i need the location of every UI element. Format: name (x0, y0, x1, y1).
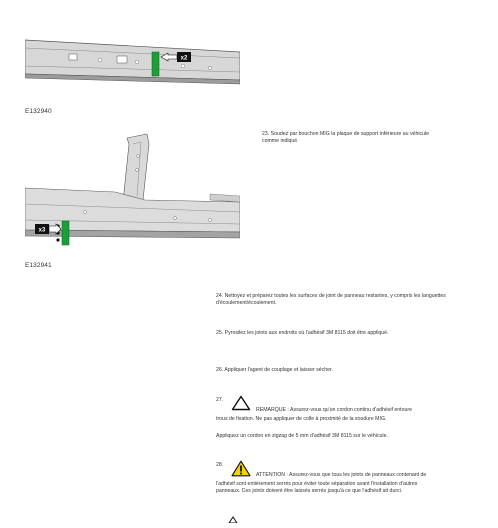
step-23-number: 23. (262, 131, 270, 137)
note-triangle-icon (231, 395, 251, 411)
callout-x3-label: x3 (38, 227, 46, 234)
pillar-sill-drawing (25, 130, 240, 258)
step-25-text: Pyrosilez les joints aux endroits où l'adhésif 3M 8115 doit être appliqué. (224, 330, 389, 336)
step-28-caution-line1: ATTENTION : Assurez-vous que tous les joints de panneaux contenant de (256, 472, 427, 478)
step-28-caution-line3: panneaux. Ces joints doivent être laissés serrés jusqu'à ce que l'adhésif ait durci. (216, 488, 403, 494)
step-26-text: Appliquer l'agent de couplage et laisser sécher. (224, 367, 333, 373)
step-23-text-cont: comme indiqué. (262, 138, 299, 145)
weld-plate-highlight-2 (62, 221, 69, 245)
step-25 (216, 330, 486, 337)
rocker-panel-drawing (25, 22, 240, 110)
step-28-number: 28. (216, 462, 224, 468)
step-23-text: Soudez par bouchon MIG la plaque de support inférieure au véhicule (270, 131, 429, 137)
step-24-text-cont: d'écoulement/écoulement. (216, 300, 277, 307)
callout-x3 (35, 224, 61, 234)
partial-note-icon (228, 510, 238, 517)
figure-e132941 (25, 130, 240, 258)
figure-e132940 (25, 22, 240, 110)
step-24 (216, 293, 486, 307)
step-28-caution-line2: l'adhésif sont entièrement serrés pour éviter toute séparation avant l'installation d'autres (216, 481, 418, 487)
step-25-number: 25. (216, 330, 224, 336)
step-26-number: 26. (216, 367, 224, 373)
callout-x2-label: x2 (180, 55, 188, 62)
figure-caption-2: E132941 (25, 262, 52, 269)
step-23 (262, 131, 482, 145)
step-27-instruction: Appliquez un cordon en zigzag de 5 mm d'adhésif 3M 8115 sur le véhicule. (216, 433, 388, 439)
weld-plate-highlight (152, 52, 159, 76)
figure-caption-1: E132940 (25, 108, 52, 115)
step-24-number: 24. (216, 293, 224, 299)
step-24-text: Nettoyez et préparez toutes les surfaces de joint de panneau restantes, y compris les languettes (224, 293, 446, 299)
step-27-note-line1: REMARQUE : Assurez-vous qu'un cordon continu d'adhésif entoure (256, 407, 412, 413)
warning-triangle-icon (231, 460, 251, 477)
step-27-note-line2: trous de fixation. Ne pas appliquer de colle à proximité de la soudure MIG. (216, 416, 387, 422)
step-27-number: 27. (216, 397, 224, 403)
step-26 (216, 367, 486, 374)
